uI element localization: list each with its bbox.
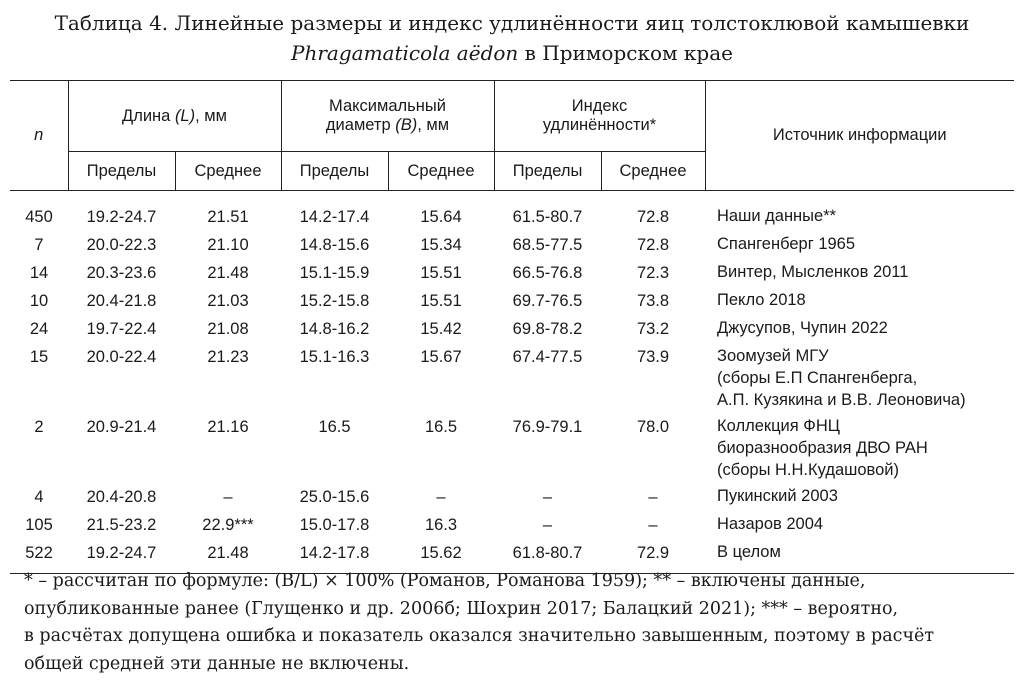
cell-diameter-range: 14.8-16.2 [299, 320, 370, 338]
table-body [10, 191, 1014, 574]
cell-index-mean: 72.8 [636, 236, 670, 254]
source-line: Пекло 2018 [717, 291, 806, 309]
header-diameter-mean: Среднее [388, 152, 494, 191]
species-name: Phragamaticola aëdon [291, 41, 519, 65]
caption-region: в Приморском крае [518, 41, 733, 65]
footnote-line: опубликованные ранее (Глущенко и др. 2006б; Шохрин 2017; Балацкий 2021); *** – вероятно, [24, 598, 899, 619]
header-length-mean: Среднее [175, 152, 281, 191]
cell-n: 105 [25, 516, 53, 534]
table-row [10, 413, 1014, 483]
source-line: Назаров 2004 [717, 515, 824, 533]
header-source: Источник информации [705, 81, 1014, 191]
cell-diameter-mean: 15.34 [420, 236, 462, 254]
cell-length-mean: – [223, 488, 233, 506]
cell-index-mean: 72.3 [636, 264, 670, 282]
table-header [10, 81, 1014, 191]
cell-source [705, 315, 1014, 343]
cell-n: 14 [29, 264, 49, 282]
cell-length-mean: 21.48 [207, 264, 249, 282]
source-line: биоразнообразия ДВО РАН [717, 439, 928, 457]
cell-length-range: 19.2-24.7 [86, 544, 157, 562]
cell-index-range: 69.8-78.2 [512, 320, 583, 338]
cell-source [705, 191, 1014, 232]
table-row [10, 315, 1014, 343]
cell-diameter-mean: 16.3 [424, 516, 458, 534]
cell-index-mean: 78.0 [636, 418, 670, 436]
table-row [10, 343, 1014, 413]
table-row [10, 287, 1014, 315]
source-line: Джусупов, Чупин 2022 [717, 319, 888, 337]
cell-length-range: 21.5-23.2 [86, 516, 157, 534]
cell-diameter-range: 14.2-17.4 [299, 208, 370, 226]
cell-n: 24 [29, 320, 49, 338]
cell-source [705, 483, 1014, 511]
footnote-line: в расчётах допущена ошибка и показатель оказался значительно завышенным, поэтому в расчёт [24, 626, 935, 646]
cell-length-range: 20.0-22.3 [86, 236, 157, 254]
source-line: Зоомузей МГУ [717, 347, 829, 365]
cell-length-mean: 21.51 [207, 208, 249, 226]
source-line: Спангенберг 1965 [717, 235, 856, 253]
cell-length-mean: 21.23 [207, 348, 249, 366]
cell-diameter-mean: 15.62 [420, 544, 462, 562]
cell-n: 10 [29, 292, 49, 310]
source-line: Коллекция ФНЦ [717, 417, 840, 435]
cell-diameter-range: 15.1-15.9 [299, 264, 370, 282]
cell-length-range: 20.0-22.4 [86, 348, 157, 366]
cell-source [705, 343, 1014, 413]
header-index-mean: Среднее [601, 152, 705, 191]
source-line: А.П. Кузякина и В.В. Леоновича) [717, 391, 966, 409]
cell-length-mean: 22.9*** [202, 516, 254, 534]
cell-index-mean: 72.9 [636, 544, 670, 562]
cell-index-range: – [542, 516, 553, 534]
cell-index-range: 61.5-80.7 [512, 208, 583, 226]
cell-n: 15 [29, 348, 49, 366]
cell-length-range: 20.4-20.8 [86, 488, 157, 506]
header-index-range: Пределы [494, 152, 601, 191]
table-row [10, 191, 1014, 232]
cell-index-range: 61.8-80.7 [512, 544, 583, 562]
cell-length-mean: 21.10 [207, 236, 249, 254]
cell-source [705, 511, 1014, 539]
cell-diameter-range: 15.1-16.3 [299, 348, 370, 366]
table-row [10, 483, 1014, 511]
cell-index-range: 68.5-77.5 [512, 236, 583, 254]
egg-size-table [10, 80, 1014, 574]
cell-n: 4 [34, 488, 44, 506]
table-row [10, 259, 1014, 287]
cell-index-mean: 73.9 [636, 348, 670, 366]
cell-n: 7 [34, 236, 44, 254]
cell-index-range: 67.4-77.5 [512, 348, 583, 366]
header-diameter-range: Пределы [281, 152, 388, 191]
cell-source [705, 287, 1014, 315]
cell-diameter-mean: 15.67 [420, 348, 462, 366]
cell-n: 2 [34, 418, 44, 436]
cell-length-mean: 21.03 [207, 292, 249, 310]
footnote [24, 568, 1009, 678]
source-line: (сборы Е.П Спангенберга, [717, 369, 918, 387]
header-length: Длина (L), мм [68, 81, 281, 152]
cell-diameter-range: 25.0-15.6 [299, 488, 370, 506]
cell-index-mean: 73.8 [636, 292, 670, 310]
cell-index-range: 69.7-76.5 [512, 292, 583, 310]
cell-length-range: 19.7-22.4 [86, 320, 157, 338]
cell-diameter-mean: 16.5 [424, 418, 458, 436]
cell-index-mean: – [648, 516, 658, 534]
cell-index-mean: – [648, 488, 658, 506]
cell-length-mean: 21.16 [207, 418, 249, 436]
cell-source [705, 231, 1014, 259]
cell-index-range: 76.9-79.1 [512, 418, 583, 436]
header-n: n [34, 126, 44, 144]
cell-n: 450 [25, 208, 53, 226]
cell-diameter-mean: – [436, 488, 446, 506]
cell-diameter-mean: 15.51 [420, 292, 462, 310]
source-line: В целом [717, 543, 781, 561]
source-line: Пукинский 2003 [717, 487, 838, 505]
header-index: Индекс удлинённости* [494, 81, 705, 152]
table-caption [0, 8, 1024, 68]
footnote-line: общей средней эти данные не включены. [24, 653, 410, 674]
source-line: Наши данные** [717, 207, 837, 225]
cell-length-range: 20.3-23.6 [86, 264, 157, 282]
footnote-line: * – рассчитан по формуле: (B/L) × 100% (Романов, Романова 1959); ** – включены данные, [24, 571, 866, 591]
cell-length-mean: 21.48 [207, 544, 249, 562]
cell-diameter-range: 16.5 [318, 418, 351, 436]
cell-diameter-mean: 15.51 [420, 264, 462, 282]
cell-index-mean: 73.2 [636, 320, 670, 338]
header-length-range: Пределы [68, 152, 175, 191]
source-line: Винтер, Мысленков 2011 [717, 263, 909, 281]
cell-n: 522 [25, 544, 53, 562]
cell-length-range: 20.9-21.4 [86, 418, 157, 436]
cell-index-range: 66.5-76.8 [512, 264, 583, 282]
cell-length-range: 19.2-24.7 [86, 208, 157, 226]
caption-line-1: Таблица 4. Линейные размеры и индекс удлинённости яиц толстоклювой камышевки [54, 11, 970, 35]
cell-length-range: 20.4-21.8 [86, 292, 157, 310]
table-row [10, 511, 1014, 539]
source-line: (сборы Н.Н.Кудашовой) [717, 461, 900, 479]
caption-line-2 [0, 38, 1024, 68]
cell-diameter-range: 15.0-17.8 [299, 516, 370, 534]
cell-index-mean: 72.8 [636, 208, 670, 226]
cell-length-mean: 21.08 [207, 320, 249, 338]
table-row [10, 231, 1014, 259]
header-diameter: Максимальный диаметр (B), мм [281, 81, 494, 152]
cell-diameter-range: 15.2-15.8 [299, 292, 370, 310]
cell-diameter-range: 14.8-15.6 [299, 236, 370, 254]
cell-diameter-range: 14.2-17.8 [299, 544, 370, 562]
cell-source [705, 259, 1014, 287]
cell-index-range: – [542, 488, 553, 506]
cell-diameter-mean: 15.42 [420, 320, 462, 338]
cell-source [705, 413, 1014, 483]
cell-diameter-mean: 15.64 [420, 208, 462, 226]
